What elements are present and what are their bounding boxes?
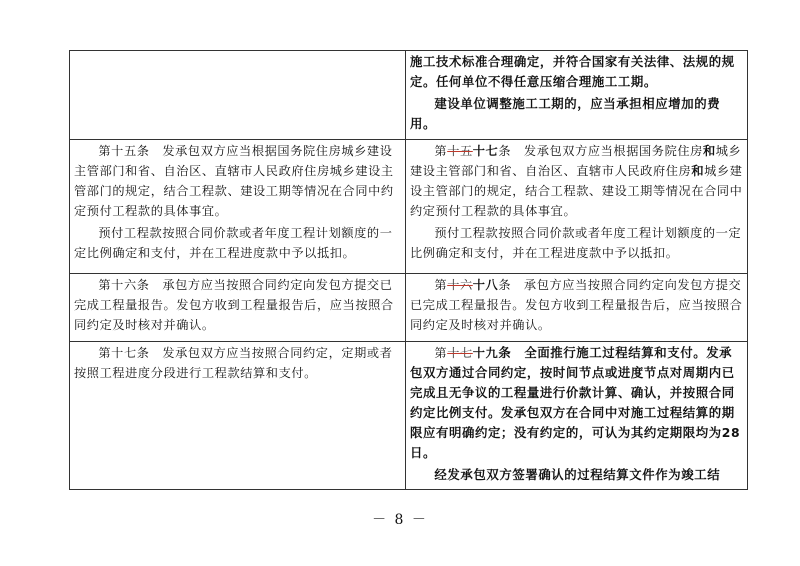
deleted-text: 十六 xyxy=(447,278,473,292)
text-run: 建设单位调整施工工期的，应当承担相应增加的费用。 xyxy=(410,96,721,131)
table-row xyxy=(70,342,748,490)
text-run: 第十六条 承包方应当按照合同约定向发包方提交已完成工程量报告。发包方收到工程量报告后，应当按照合同约定及时核对并确认。 xyxy=(74,278,394,332)
paragraph xyxy=(410,94,743,134)
text-run: 条 发承包双方应当根据国务院住房 xyxy=(498,144,703,158)
paragraph xyxy=(410,141,743,221)
text-run: 经发承包双方签署确认的过程结算文件作为竣工结 xyxy=(434,467,721,482)
inserted-text: 和 xyxy=(691,164,705,178)
text-run: 城乡建设主管部门的规定，结合工程款、建设工期等情况在合同中约定预付工程款的具体事宜。 xyxy=(410,164,743,218)
paragraph xyxy=(74,141,401,221)
paragraph xyxy=(74,223,401,263)
table-row xyxy=(70,51,748,140)
deleted-text: 十五 xyxy=(447,144,473,158)
text-run: 城乡建设主管部门和省、自治区、直辖市人民政府住房 xyxy=(410,144,742,178)
text-run: 第 xyxy=(434,278,448,292)
right-cell xyxy=(406,274,748,342)
text-run: 第 xyxy=(434,144,448,158)
text-run: 第十五条 发承包双方应当根据国务院住房城乡建设主管部门和省、自治区、直辖市人民政府住房城乡建设主管部门的规定，结合工程款、建设工期等情况在合同中约定预付工程款的具体事宜。 xyxy=(74,144,394,218)
text-run: 条 承包方应当按照合同约定向发包方提交已完成工程量报告。发包方收到工程量报告后，应当按照合同约定及时核对并确认。 xyxy=(410,278,743,332)
left-cell xyxy=(70,51,406,140)
paragraph xyxy=(74,343,401,383)
table-row xyxy=(70,274,748,342)
paragraph xyxy=(74,275,401,335)
paragraph xyxy=(410,52,743,92)
text-run: 条 全面推行施工过程结算和支付。发承包双方通过合同约定，按时间节点或进度节点对周期内已完成且无争议的工程量进行价款计算、确认，并按照合同约定比例支付。发承包双方在合同中对施工过程结算的期限应有明确约定；没有约定的，可认为其约定期限均为28日。 xyxy=(410,345,741,460)
inserted-text: 十八 xyxy=(472,278,499,292)
inserted-text: 和 xyxy=(702,144,716,158)
text-run: 第十七条 发承包双方应当按照合同约定，定期或者按照工程进度分段进行工程款结算和支付。 xyxy=(74,346,393,380)
right-cell xyxy=(406,51,748,140)
comparison-table xyxy=(69,50,748,490)
text-run: 施工技术标准合理确定，并符合国家有关法律、法规的规定。任何单位不得任意压缩合理施工工期。 xyxy=(410,54,735,89)
inserted-text: 十九 xyxy=(472,346,499,360)
page-number: － 8 － xyxy=(372,512,428,528)
text-run: 第 xyxy=(434,346,448,360)
table-row xyxy=(70,140,748,274)
left-cell xyxy=(70,274,406,342)
paragraph xyxy=(410,343,743,463)
left-cell xyxy=(70,140,406,274)
left-cell xyxy=(70,342,406,490)
text-run: 预付工程款按照合同价款或者年度工程计划额度的一定比例确定和支付，并在工程进度款中予以抵扣。 xyxy=(410,226,742,260)
paragraph xyxy=(410,465,743,485)
deleted-text: 十七 xyxy=(447,346,473,360)
right-cell xyxy=(406,342,748,490)
inserted-text: 十七 xyxy=(472,144,499,158)
right-cell xyxy=(406,140,748,274)
paragraph xyxy=(410,223,743,263)
text-run: 预付工程款按照合同价款或者年度工程计划额度的一定比例确定和支付，并在工程进度款中予以抵扣。 xyxy=(74,226,393,260)
paragraph xyxy=(410,275,743,335)
